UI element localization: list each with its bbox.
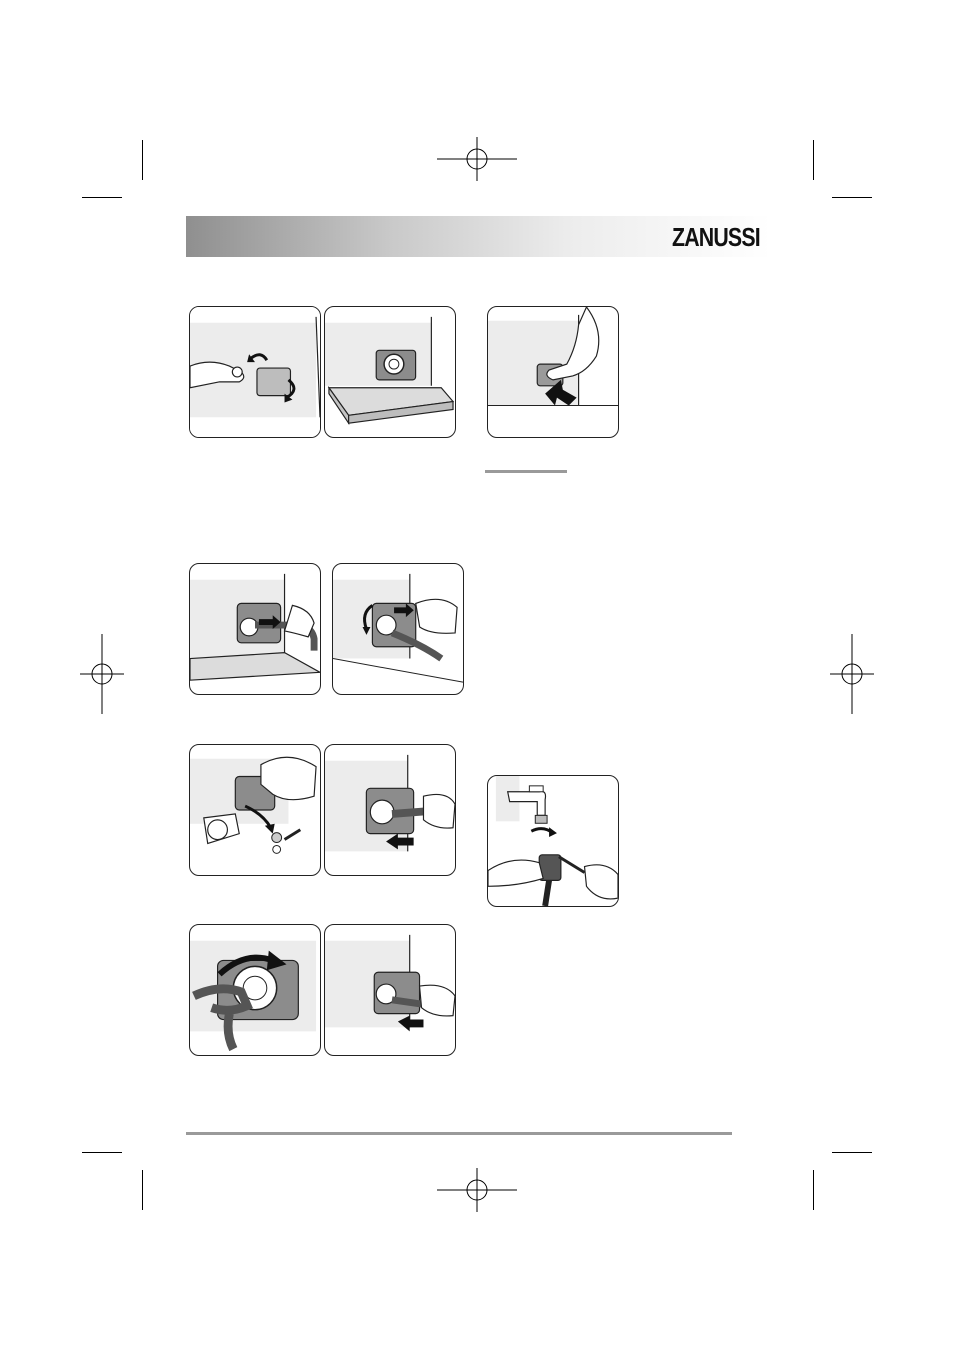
illustration-drain-tray [324,306,456,438]
registration-mark-bottom [437,1168,517,1212]
hand-pressing-flap-icon [488,307,618,437]
illustration-tap-inlet [487,775,619,907]
illustration-insert-filter [324,744,456,876]
registration-mark-left [80,634,124,714]
screw-filter-icon [190,925,320,1055]
tray-under-filter-icon [325,307,455,437]
illustration-pull-hose [189,563,321,695]
filter-parts-icon [190,745,320,875]
illustration-screw-filter [189,924,321,1056]
registration-mark-top [437,137,517,181]
note-rule [485,470,567,473]
pull-emergency-hose-icon [190,564,320,694]
illustration-close-flap [324,924,456,1056]
insert-filter-icon [325,745,455,875]
registration-mark-right [830,634,874,714]
illustration-clean-filter [189,744,321,876]
illustration-press-flap [487,306,619,438]
footer-rule [186,1132,732,1135]
hand-opening-flap-icon [190,307,320,437]
push-filter-back-icon [325,925,455,1055]
illustration-remove-flap [189,306,321,438]
brand-logo: ZANUSSI [672,222,760,252]
unscrew-filter-icon [333,564,463,694]
tap-inlet-filter-icon [488,776,618,906]
illustration-unscrew-filter [332,563,464,695]
